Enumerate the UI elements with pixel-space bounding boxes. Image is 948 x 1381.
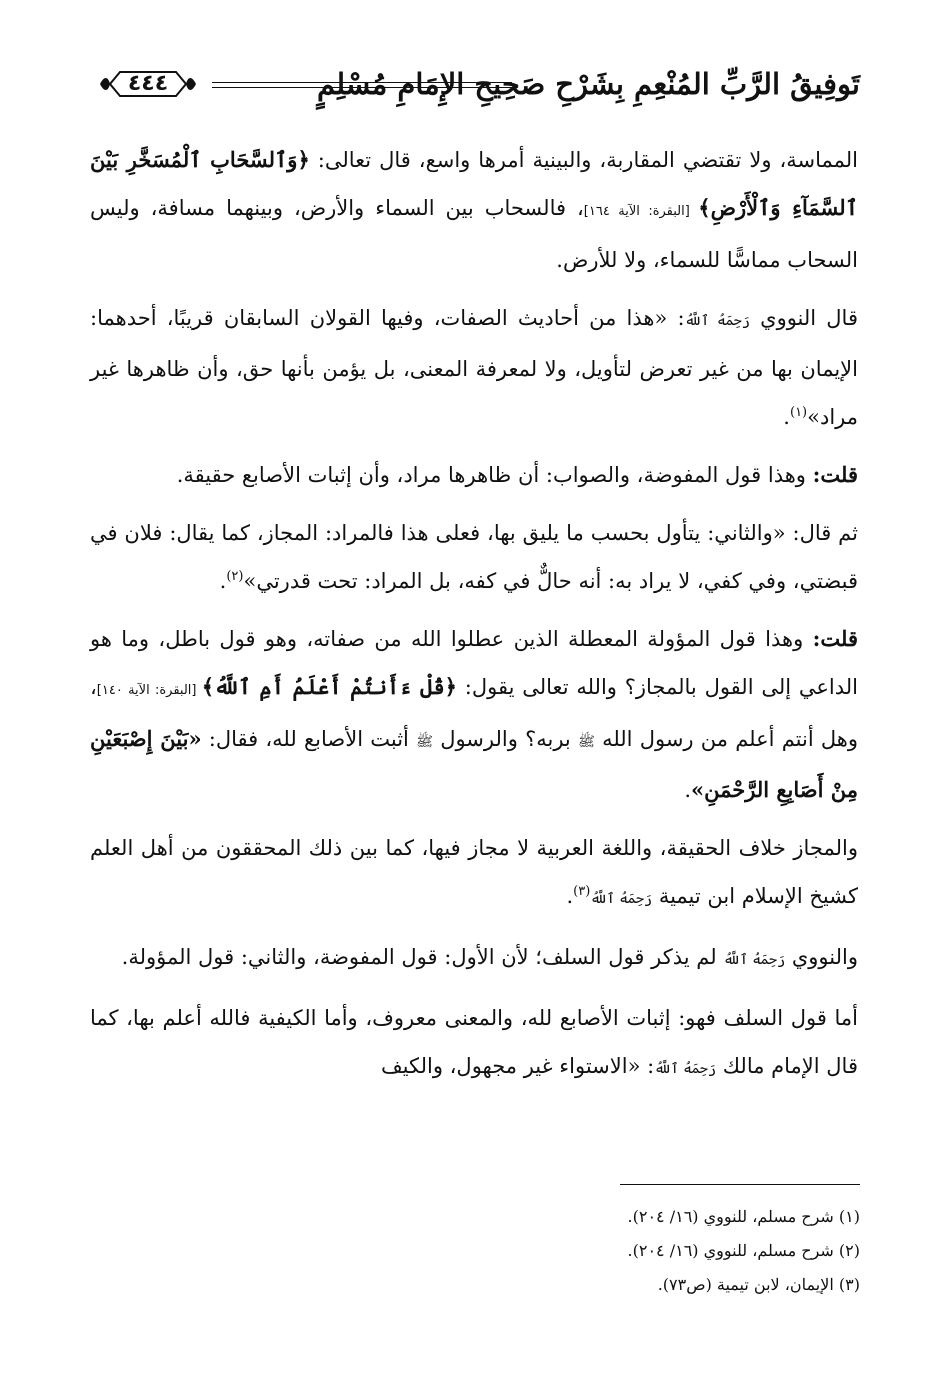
quran-quote: ﴿قُلْ ءَأَنتُمْ أَعْلَمُ أَمِ ٱللَّهُ﴾ (201, 674, 457, 699)
text-run: وهذا قول المؤولة المعطلة الذين عطلوا الله من صفاته، وهو قول باطل، وما هو الداعي إلى القول بالمجاز؟ والله تعالى يقول: (90, 627, 858, 699)
page-number-ornament (96, 64, 200, 104)
text-run: . (566, 884, 574, 908)
text-run: . (684, 778, 691, 802)
quran-quote: ﴿وَٱلسَّحَابِ ٱلْمُسَخَّرِ بَيْنَ ٱلسَّمَآءِ وَٱلْأَرْضِ﴾ (90, 147, 858, 220)
text-run: وهذا قول المفوضة، والصواب: أن ظاهرها مراد، وأن إثبات الأصابع حقيقة. (176, 463, 813, 487)
honorific: رَحِمَهُ ٱللَّهُ (723, 952, 786, 968)
page-number: ٤٤٤ (127, 71, 169, 96)
footnote-3: (٣) الإيمان، لابن تيمية (ص٧٣). (657, 1275, 860, 1294)
paragraph (90, 824, 858, 923)
main-text (90, 136, 858, 1103)
keyword-label: قلت: (812, 626, 858, 651)
verse-reference: [البقرة: الآية ١٤٠] (96, 683, 202, 698)
text-run: بربه؟ والرسول (433, 727, 578, 751)
text-run: والنووي (785, 945, 858, 969)
footnote-2: (٢) شرح مسلم، للنووي (١٦/ ٢٠٤). (627, 1241, 860, 1260)
verse-reference: [البقرة: الآية ١٦٤] (583, 204, 699, 219)
text-run: . (783, 405, 790, 429)
footnote-divider (620, 1184, 860, 1185)
text-run: المماسة، ولا تقتضي المقاربة، والبينية أمرها واسع، قال تعالى: (309, 148, 859, 172)
honorific: ﷺ (416, 734, 433, 750)
text-run: أثبت الأصابع لله، فقال: (201, 727, 417, 751)
paragraph (90, 994, 858, 1093)
text-run: ثم قال: «والثاني: يتأول بحسب ما يليق بها، فعلى هذا فالمراد: المجاز، كما يقال: فلان في قبضتي، وفي كفي، لا يراد به: أنه حالٌّ في كفه، بل المراد: تحت قدرتي» (90, 521, 858, 593)
text-run: أما قول السلف فهو: إثبات الأصابع لله، والمعنى معروف، وأما الكيفية فالله أعلم بها، كما قال الإمام مالك (90, 1006, 858, 1078)
text-run: قال النووي (749, 306, 858, 330)
footnote-marker: (٢) (226, 569, 244, 584)
book-title: تَوفِيقُ الرَّبِّ المُنْعِمِ بِشَرْحِ صَحِيحِ الإِمَامِ مُسْلِمٍ (316, 67, 860, 101)
text-run: : «هذا من أحاديث الصفات، وفيها القولان السابقان قريبًا، أحدهما: الإيمان بها من غير تعرض لتأويل، ولا لمعرفة المعنى، بل يؤمن بأنها حق، وأن ظاهرها غير مراد» (90, 306, 858, 429)
text-run: : «الاستواء غير مجهول، والكيف (380, 1054, 655, 1078)
page-header (96, 56, 860, 112)
paragraph (90, 509, 858, 605)
text-run: لم يذكر قول السلف؛ لأن الأول: قول المفوضة، والثاني: قول المؤولة. (121, 945, 724, 969)
text-run: ، فالسحاب بين السماء والأرض، وبينهما مسافة، وليس السحاب مماسًّا للسماء، ولا للأرض. (90, 196, 858, 272)
footnote-marker: (٣) (573, 884, 591, 899)
footnote-marker: (١) (789, 405, 808, 420)
keyword-label: قلت: (812, 462, 858, 487)
paragraph (90, 294, 858, 441)
footnotes (360, 1200, 860, 1302)
paragraph (90, 615, 858, 814)
paragraph (90, 136, 858, 284)
honorific: رَحِمَهُ ٱللَّهُ (590, 891, 653, 907)
footnote-1: (١) شرح مسلم، للنووي (١٦/ ٢٠٤). (627, 1207, 860, 1226)
honorific: رَحِمَهُ ٱللَّهُ (654, 1061, 717, 1077)
text-run: ، وهل أنتم أعلم من رسول الله (90, 675, 859, 751)
paragraph (90, 451, 858, 499)
text-run: والمجاز خلاف الحقيقة، واللغة العربية لا مجاز فيها، كما بين ذلك المحققون من أهل العلم كشيخ الإسلام ابن تيمية (90, 836, 858, 908)
paragraph (90, 933, 858, 984)
honorific: رَحِمَهُ ٱللَّهُ (684, 313, 750, 329)
honorific: ﷺ (577, 734, 595, 750)
text-run: . (219, 569, 227, 593)
hadith-quote: «بَيْنَ إِصْبَعَيْنِ مِنْ أَصَابِعِ الرَّحْمَنِ» (90, 726, 858, 802)
